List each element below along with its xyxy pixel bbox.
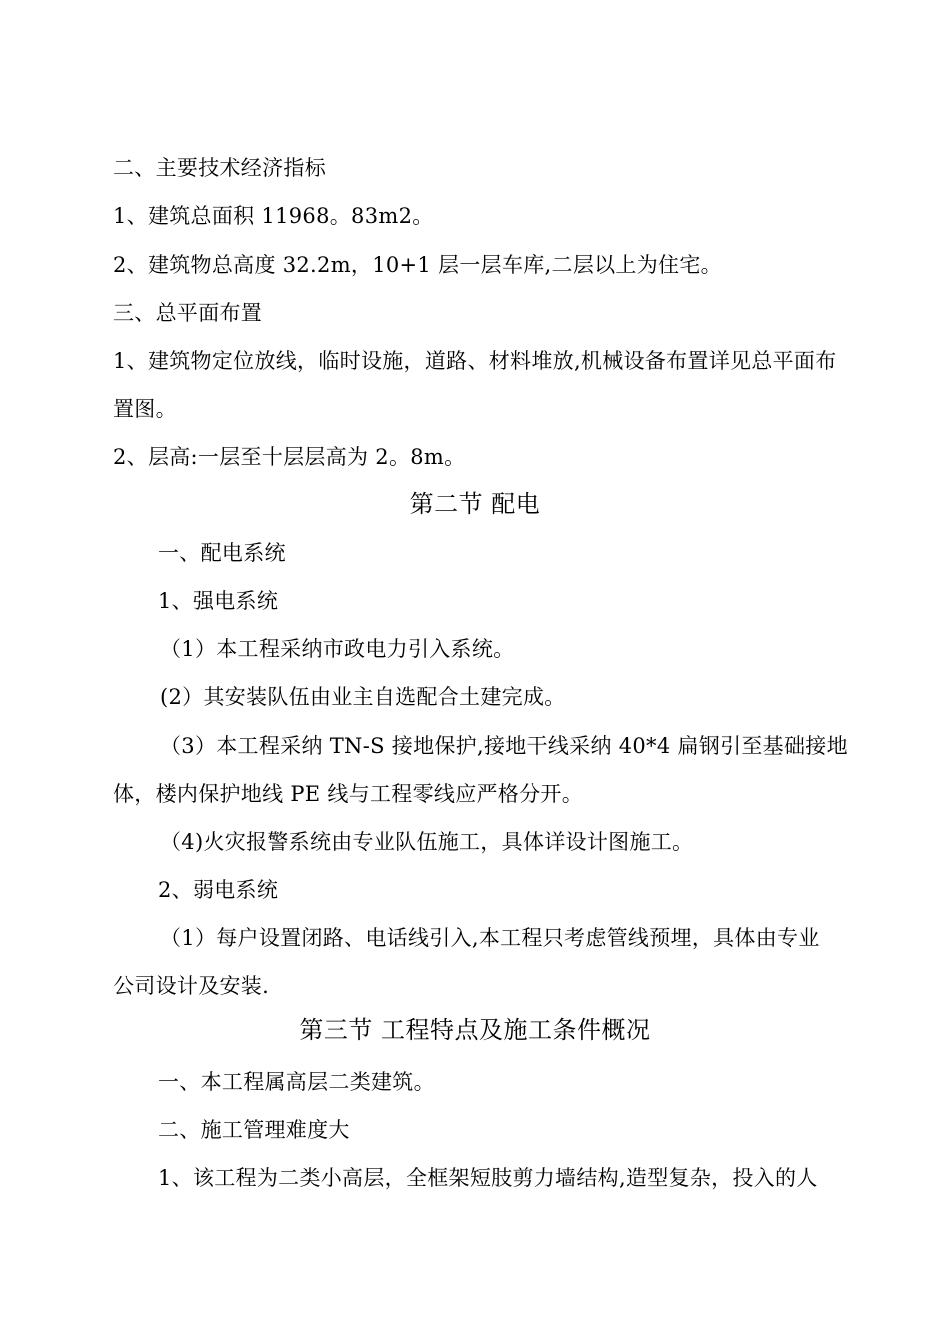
paragraph-total-area: 1、建筑总面积 11968。83m2。 (113, 204, 434, 228)
section-heading-site-layout: 三、总平面布置 (113, 301, 263, 325)
section-heading-tech-indicators: 二、主要技术经济指标 (113, 156, 326, 180)
paragraph-high-rise-class: 一、本工程属高层二类建筑。 (158, 1070, 435, 1094)
section-title-power-distribution: 第二节 配电 (409, 490, 541, 518)
paragraph-structure-description: 1、该工程为二类小高层，全框架短肢剪力墙结构,造型复杂，投入的人 (158, 1166, 818, 1190)
subheading-management-difficulty: 二、施工管理难度大 (158, 1118, 350, 1142)
paragraph-layout-line-2: 置图。 (113, 397, 177, 421)
item-1-municipal-power: （1）本工程采纳市政电力引入系统。 (160, 637, 515, 661)
subheading-weak-current: 2、弱电系统 (158, 878, 279, 902)
paragraph-floor-height: 2、层高:一层至十层层高为 2。8m。 (113, 445, 466, 469)
section-title-project-features: 第三节 工程特点及施工条件概况 (299, 1016, 651, 1044)
item-1-cctv-phone-line-1: （1）每户设置闭路、电话线引入,本工程只考虑管线预埋，具体由专业 (160, 926, 820, 950)
subheading-strong-current: 1、强电系统 (158, 589, 279, 613)
item-4-fire-alarm: （4)火灾报警系统由专业队伍施工，具体详设计图施工。 (160, 830, 694, 854)
item-3-grounding-line-1: （3）本工程采纳 TN-S 接地保护,接地干线采纳 40*4 扁钢引至基础接地 (160, 734, 848, 758)
paragraph-building-height: 2、建筑物总高度 32.2m，10+1 层一层车库,二层以上为住宅。 (113, 253, 722, 277)
item-1-cctv-phone-line-2: 公司设计及安装. (113, 974, 270, 998)
item-2-installation-team: (2）其安装队伍由业主自选配合土建完成。 (160, 685, 566, 709)
item-3-grounding-line-2: 体，楼内保护地线 PE 线与工程零线应严格分开。 (113, 782, 584, 806)
subheading-power-system: 一、配电系统 (158, 541, 286, 565)
paragraph-layout-line-1: 1、建筑物定位放线，临时设施，道路、材料堆放,机械设备布置详见总平面布 (113, 349, 837, 373)
